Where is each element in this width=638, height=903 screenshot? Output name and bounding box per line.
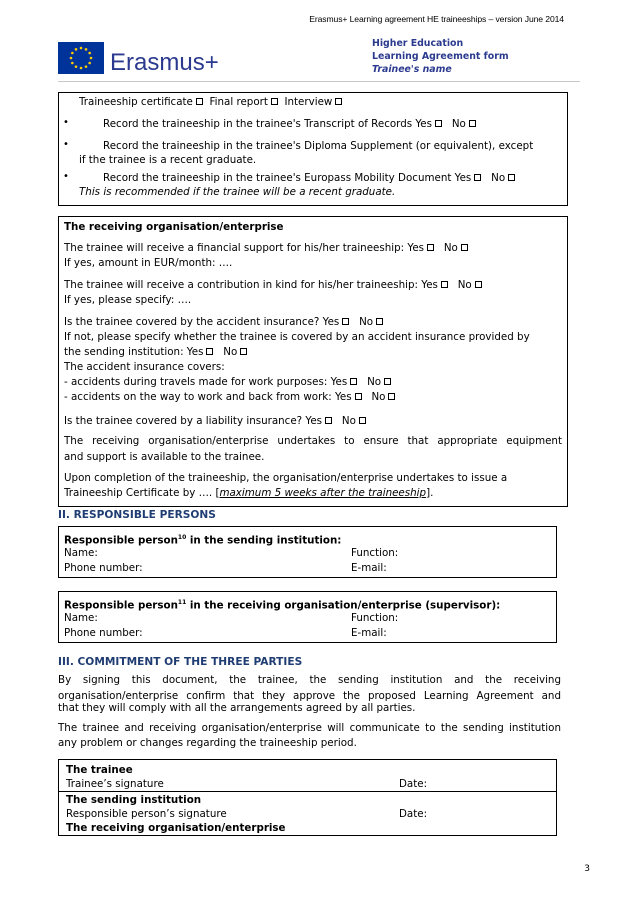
accident-if-not-line-1: If not, please specify whether the trainee is covered by an accident insurance provided by [64,331,530,343]
accident-no-checkbox[interactable] [376,318,383,325]
travel-no-checkbox[interactable] [384,378,391,385]
flag-star [71,62,74,65]
sending-function-label: Function: [351,547,399,559]
transcript-option: Record the traineeship in the trainee's Transcript of Records Yes No [103,117,476,131]
header-line-3: Trainee's name [372,64,452,75]
sending-responsible-title: Responsible person$^{10}$ in the sending institution: [64,534,342,547]
liability-no-checkbox[interactable] [359,417,366,424]
sending-name-label: Name: [64,547,98,559]
logo-text: Erasmus+ [110,49,219,76]
flag-star [90,57,93,60]
europass-option: Record the traineeship in the trainee's Europass Mobility Document Yes No [103,171,515,185]
page-number: 3 [584,864,590,874]
receiving-name-label: Name: [64,612,98,624]
receiving-phone-label: Phone number: [64,627,143,639]
sending-accident-no-checkbox[interactable] [240,348,247,355]
transcript-no-checkbox[interactable] [469,120,476,127]
trainee-heading: The trainee [66,764,133,776]
liability-insurance-question: Is the trainee covered by a liability insurance? Yes No [64,414,366,428]
accident-if-not-line-2: the sending institution: Yes No [64,345,247,359]
sending-signature-label: Responsible person’s signature [66,808,227,820]
commute-no-checkbox[interactable] [388,393,395,400]
flag-star [75,48,78,51]
signatures-divider [58,791,557,792]
eu-flag-icon [58,42,273,78]
certificate-options: Traineeship certificate Final report Interview [79,95,342,109]
transcript-yes-checkbox[interactable] [435,120,442,127]
europass-yes-checkbox[interactable] [474,174,481,181]
receiving-responsible-title: Responsible person$^{11}$ in the receiving organisation/enterprise (supervisor): [64,599,501,612]
flag-star [88,52,91,55]
diploma-line-1: Record the traineeship in the trainee's Diploma Supplement (or equivalent), except [103,140,534,152]
certificate-deadline: maximum 5 weeks after the traineeship [219,487,427,499]
diploma-line-2: if the trainee is a recent graduate. [79,154,257,166]
receiving-email-label: E-mail: [351,627,387,639]
document-version-header: Erasmus+ Learning agreement HE traineeships – version June 2014 [309,14,564,24]
in-kind-no-checkbox[interactable] [475,281,482,288]
interview-checkbox[interactable] [335,98,342,105]
accident-yes-checkbox[interactable] [342,318,349,325]
travel-yes-checkbox[interactable] [350,378,357,385]
certificate-line-2: Traineeship Certificate by …. [maximum 5 weeks after the traineeship]. [64,487,434,499]
europass-note: This is recommended if the trainee will be a recent graduate. [79,186,396,198]
flag-star [80,47,83,50]
flag-star [70,57,73,60]
form-header-block [372,37,509,76]
commitment-p1-line-3: that they will comply with all the arrangements agreed by all parties. [58,702,416,714]
flag-star [85,48,88,51]
in-kind-yes-checkbox[interactable] [441,281,448,288]
financial-support-question: The trainee will receive a financial support for his/her traineeship: Yes No [64,241,468,255]
accident-commute-option: - accidents on the way to work and back from work: Yes No [64,390,395,404]
sending-email-label: E-mail: [351,562,387,574]
erasmus-logo [58,42,273,78]
flag-star [88,62,91,65]
receiving-organisation-heading: The receiving organisation/enterprise [66,822,286,834]
flag-star [75,65,78,68]
commitment-p1-line-1: By signing this document, the trainee, the sending institution and the receiving [58,674,561,686]
section-iii-title: III. COMMITMENT OF THE THREE PARTIES [58,656,303,668]
trainee-date-label: Date: [399,778,428,790]
header-divider [58,81,580,82]
receiving-title: The receiving organisation/enterprise [64,221,284,233]
sending-accident-yes-checkbox[interactable] [206,348,213,355]
sending-phone-label: Phone number: [64,562,143,574]
in-kind-specify: If yes, please specify: …. [64,294,192,306]
bullet: • [63,117,69,128]
accident-insurance-question: Is the trainee covered by the accident insurance? Yes No [64,315,383,329]
final-report-checkbox[interactable] [271,98,278,105]
equipment-line-1: The receiving organisation/enterprise undertakes to ensure that appropriate equipment [64,435,562,447]
bullet: • [63,171,69,182]
header-line-1: Higher Education [372,38,464,49]
in-kind-question: The trainee will receive a contribution in kind for his/her traineeship: Yes No [64,278,482,292]
section-ii-title: II. RESPONSIBLE PERSONS [58,509,216,521]
commitment-p1-line-2: organisation/enterprise confirm that they approve the proposed Learning Agreement and [58,690,561,702]
equipment-line-2: and support is available to the trainee. [64,451,265,463]
certificate-checkbox[interactable] [196,98,203,105]
financial-no-checkbox[interactable] [461,244,468,251]
sending-date-label: Date: [399,808,428,820]
commitment-p2-line-2: any problem or changes regarding the traineeship period. [58,737,357,749]
financial-amount: If yes, amount in EUR/month: …. [64,257,233,269]
liability-yes-checkbox[interactable] [325,417,332,424]
accident-travel-option: - accidents during travels made for work purposes: Yes No [64,375,391,389]
flag-star [71,52,74,55]
flag-star [85,65,88,68]
bullet: • [63,139,69,150]
commute-yes-checkbox[interactable] [355,393,362,400]
accident-covers-label: The accident insurance covers: [64,361,225,373]
commitment-p2-line-1: The trainee and receiving organisation/enterprise will communicate to the sending institution [58,722,561,734]
sending-institution-heading: The sending institution [66,794,202,806]
financial-yes-checkbox[interactable] [427,244,434,251]
receiving-function-label: Function: [351,612,399,624]
flag-star [80,67,83,70]
header-line-2: Learning Agreement form [372,51,509,62]
trainee-signature-label: Trainee’s signature [66,778,164,790]
certificate-line-1: Upon completion of the traineeship, the organisation/enterprise undertakes to issue a [64,472,508,484]
europass-no-checkbox[interactable] [508,174,515,181]
